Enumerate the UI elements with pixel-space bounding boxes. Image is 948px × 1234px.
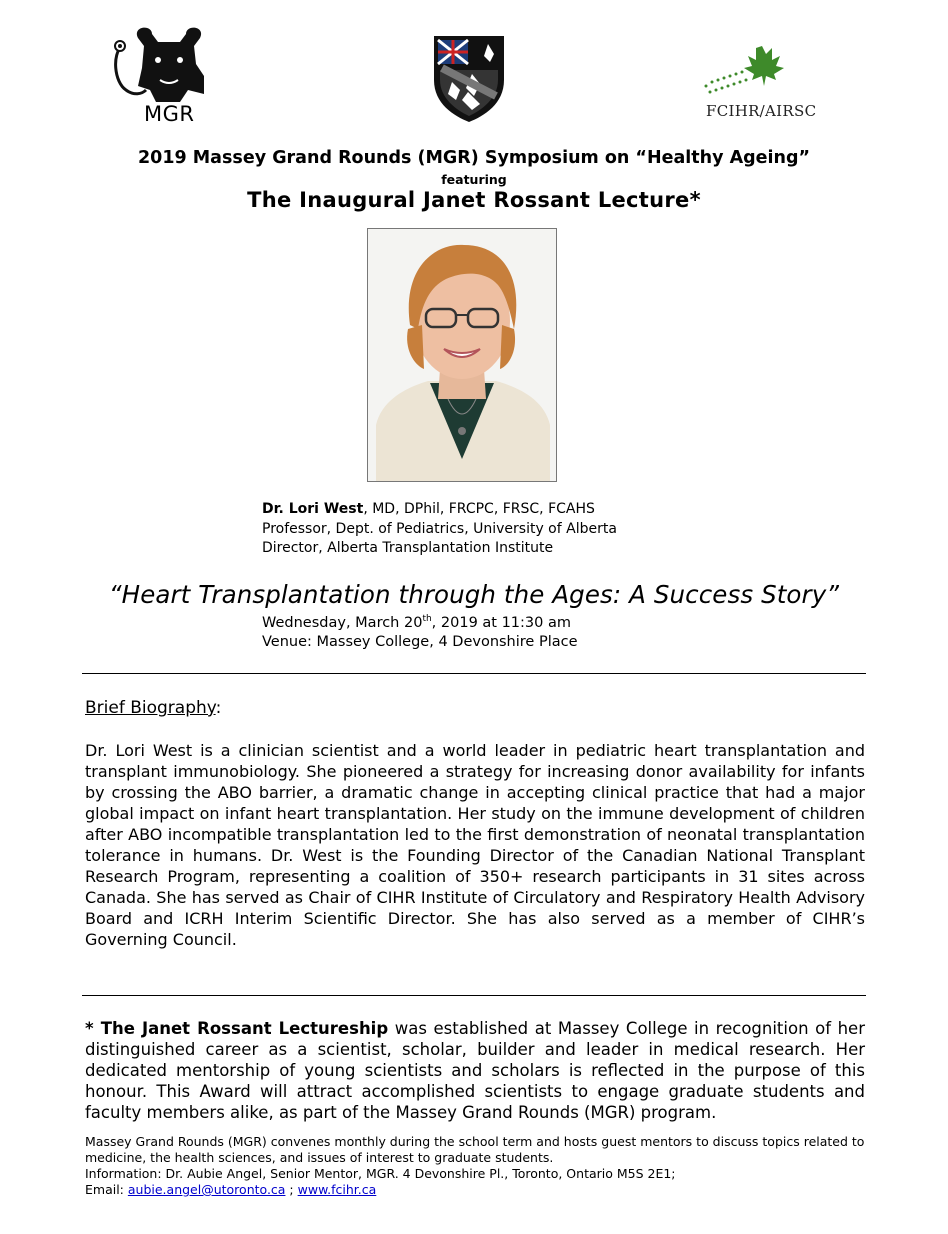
speaker-photo xyxy=(367,228,557,482)
speaker-name-line xyxy=(262,500,617,520)
massey-crest-logo xyxy=(432,34,506,124)
maple-leaf-dots-icon xyxy=(700,40,845,100)
footer-contact xyxy=(85,1182,865,1198)
speaker-portrait-image xyxy=(368,229,556,481)
divider xyxy=(82,995,866,996)
lectureship-text xyxy=(85,1018,865,1123)
talk-date-time: , 2019 at 11:30 am xyxy=(431,614,571,631)
mgr-logo-text: MGR xyxy=(144,102,195,126)
biography-heading-colon: : xyxy=(215,698,222,718)
speaker-name: Dr. Lori West xyxy=(262,501,364,517)
lectureship-body: was established at Massey College in recognition of her distinguished career as a scientist, scholar, builder and leader in medical research. Her dedicated mentorship of young scientists and scholars is reflected in the purpose of this honour. This Award will attract accomplished scientists to engage graduate students and faculty members alike, as part of the Massey Grand Rounds (MGR) program. xyxy=(85,1019,865,1122)
speaker-credentials: , MD, DPhil, FRCPC, FRSC, FCAHS xyxy=(363,501,595,517)
talk-details xyxy=(262,610,578,653)
talk-date xyxy=(262,610,578,633)
website-link[interactable]: www.fcihr.ca xyxy=(297,1182,377,1197)
fcihr-logo xyxy=(700,40,845,124)
mgr-logo xyxy=(108,24,218,130)
footer-about: Massey Grand Rounds (MGR) convenes monthly during the school term and hosts guest mentors to discuss topics related to medicine, the health sciences, and issues of interest to graduate students. xyxy=(85,1134,865,1165)
bull-stethoscope-icon xyxy=(108,24,218,104)
talk-date-suffix: th xyxy=(422,614,432,624)
talk-title: “Heart Transplantation through the Ages: A Success Story” xyxy=(108,580,840,609)
speaker-info xyxy=(262,500,617,559)
talk-venue: Venue: Massey College, 4 Devonshire Place xyxy=(262,634,578,651)
talk-date-day: Wednesday, March 20 xyxy=(262,614,423,631)
speaker-position-1: Professor, Dept. of Pediatrics, University of Alberta xyxy=(262,520,617,537)
email-link[interactable]: aubie.angel@utoronto.ca xyxy=(127,1182,286,1197)
biography-text: Dr. Lori West is a clinician scientist and a world leader in pediatric heart transplantation and transplant immunobiology. She pioneered a strategy for increasing donor availability for infants by crossing the ABO barrier, a dramatic change in accepting clinical practice that had a major global impact on infant heart transplantation. Her study on the immune development of children after ABO incompatible transplantation led to the first demonstration of neonatal transplantation tolerance in humans. Dr. West is the Founding Director of the Canadian National Transplant Research Program, representing a coalition of 350+ research participants in 31 sites across Canada. She has served as Chair of CIHR Institute of Circulatory and Respiratory Health Advisory Board and ICRH Interim Scientific Director. She has also served as a member of CIHR’s Governing Council. xyxy=(85,741,865,949)
lectureship-title: * The Janet Rossant Lectureship xyxy=(85,1019,389,1038)
shield-crest-icon xyxy=(432,34,506,124)
fcihr-logo-text: FCIHR/AIRSC xyxy=(706,102,817,120)
divider xyxy=(82,673,866,674)
biography-heading-text: Brief Biography xyxy=(85,698,216,718)
footer-info: Information: Dr. Aubie Angel, Senior Mentor, MGR. 4 Devonshire Pl., Toronto, Ontario M5S 2E1; xyxy=(85,1166,676,1181)
footer xyxy=(85,1134,865,1198)
featuring-label: featuring xyxy=(441,172,507,187)
contact-separator: ; xyxy=(285,1182,298,1197)
speaker-position-2: Director, Alberta Transplantation Institute xyxy=(262,540,554,556)
biography-heading xyxy=(85,698,221,718)
event-title: 2019 Massey Grand Rounds (MGR) Symposium on “Healthy Ageing” xyxy=(137,148,811,168)
email-label: Email: xyxy=(85,1182,128,1197)
lecture-title: The Inaugural Janet Rossant Lecture* xyxy=(247,188,701,212)
